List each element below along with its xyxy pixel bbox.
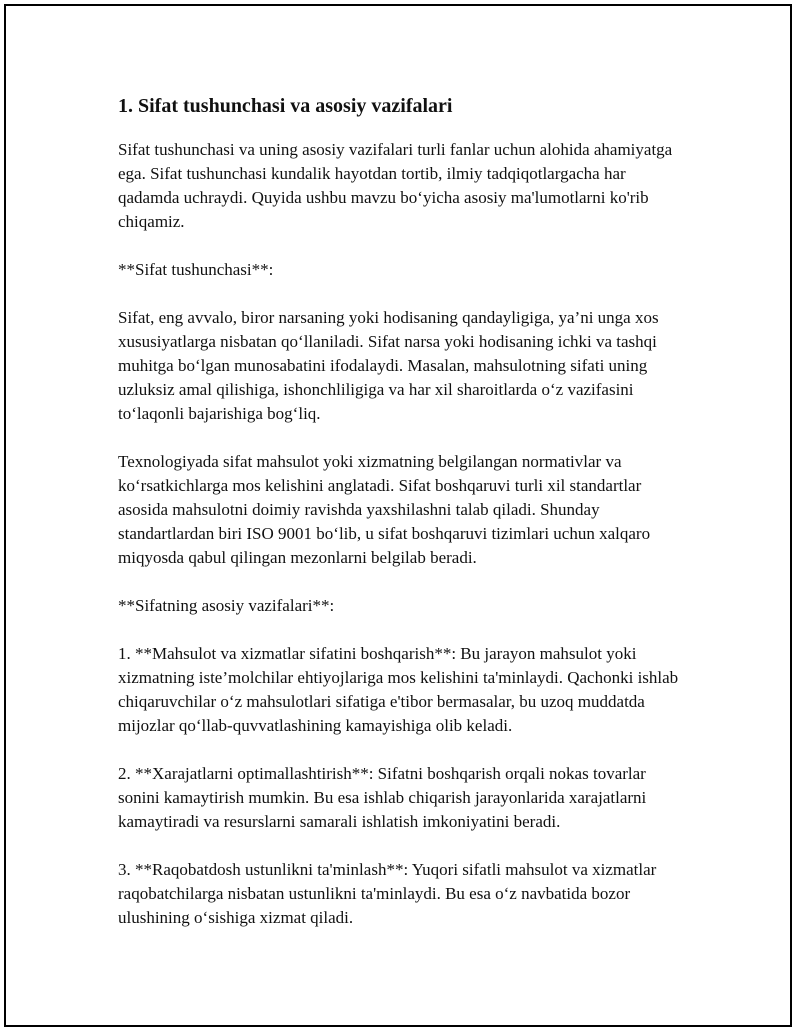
- document-body: [118, 92, 688, 954]
- subheading-sifat-tushunchasi: **Sifat tushunchasi**:: [118, 260, 274, 279]
- section-heading: 1. Sifat tushunchasi va asosiy vazifalari: [118, 95, 453, 117]
- list-item-1: 1. **Mahsulot va xizmatlar sifatini boshqarish**: Bu jarayon mahsulot yoki xizmatning iste’molchilar ehtiyojlariga mos kelishini ta'minlaydi. Qachonki ishlab chiqaruvchilar o‘z mahsulotlari sifatiga e'tibor bermasalar, bu uzoq muddatda mijozlar qo‘llab-quvvatlashining kamayishiga olib keladi.: [118, 644, 679, 735]
- subheading-vazifalari: **Sifatning asosiy vazifalari**:: [118, 596, 335, 615]
- list-item-3: 3. **Raqobatdosh ustunlikni ta'minlash**: Yuqori sifatli mahsulot va xizmatlar raqobatchilarga nisbatan ustunlikni ta'minlaydi. Bu esa o‘z navbatida bozor ulushining o‘sishiga xizmat qiladi.: [118, 860, 657, 927]
- definition-paragraph: Sifat, eng avvalo, biror narsaning yoki hodisaning qandayligiga, ya’ni unga xos xususiyatlarga nisbatan qo‘llaniladi. Sifat narsa yoki hodisaning ichki va tashqi muhitga bo‘lgan munosabatini ifodalaydi. Masalan, mahsulotning sifati uning uzluksiz amal qilishiga, ishonchliligiga va har xil sharoitlarda o‘z vazifasini to‘laqonli bajarishiga bog‘liq.: [118, 308, 659, 423]
- technology-paragraph: Texnologiyada sifat mahsulot yoki xizmatning belgilangan normativlar va ko‘rsatkichlarga mos kelishini anglatadi. Sifat boshqaruvi turli xil standartlar asosida mahsulotni doimiy ravishda yaxshilashni talab qiladi. Shunday standartlardan biri ISO 9001 bo‘lib, u sifat boshqaruvi tizimlari uchun xalqaro miqyosda qabul qilingan mezonlarni belgilab beradi.: [118, 452, 651, 567]
- list-item-2: 2. **Xarajatlarni optimallashtirish**: Sifatni boshqarish orqali nokas tovarlar sonini kamaytirish mumkin. Bu esa ishlab chiqarish jarayonlarida xarajatlarni kamaytiradi va resurslarni samarali ishlatish imkoniyatini beradi.: [118, 764, 647, 831]
- intro-paragraph: Sifat tushunchasi va uning asosiy vazifalari turli fanlar uchun alohida ahamiyatga ega. Sifat tushunchasi kundalik hayotdan tortib, ilmiy tadqiqotlargacha har qadamda uchraydi. Quyida ushbu mavzu bo‘yicha asosiy ma'lumotlarni ko'rib chiqamiz.: [118, 140, 673, 231]
